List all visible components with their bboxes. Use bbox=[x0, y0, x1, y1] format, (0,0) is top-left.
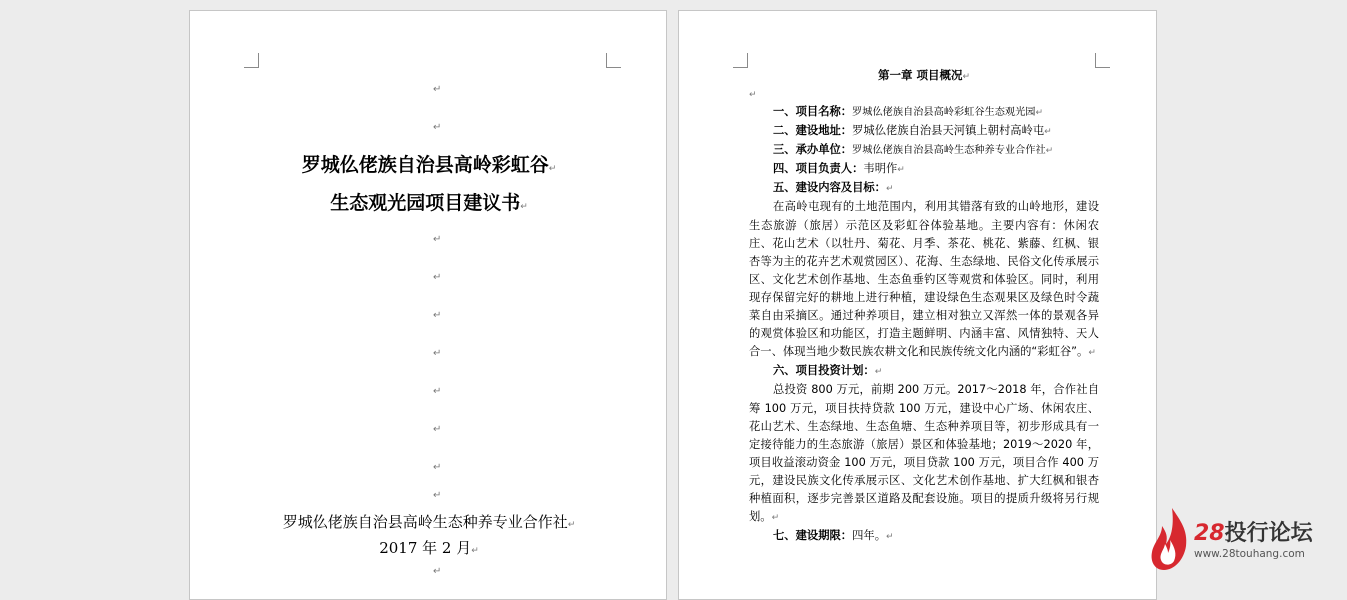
section6-paragraph: 总投资 800 万元，前期 200 万元。2017～2018 年，合作社自筹 100 万元，项目扶持贷款 100 万元，建设中心广场、休闲农庄、花山艺术、生态绿地、生态鱼塘、生态种养项目等，初步形成具有一定接待能力的生态旅游（旅居）景区和体验基地；2019～2020 年，项目收益滚动资金 100 万元，项目贷款 100 万元，项目合作 400 万元，建设民族文化传承展示区、文化艺术创作基地、扩大红枫和银杏种植面积，逐步完善景区道路及配套设施。项目的提质升级将另行规划。↵ bbox=[749, 383, 1099, 524]
section5-paragraph: 在高岭屯现有的土地范围内，利用其错落有致的山岭地形，建设生态旅游（旅居）示范区及彩虹谷体验基地。主要内容有：休闲农庄、花山艺术（以牡丹、菊花、月季、茶花、桃花、紫藤、红枫、银杏等为主的花卉艺术观赏园区）、花海、生态绿地、民俗文化传承展示区、文化艺术创作基地、生态鱼垂钓区等观赏和体验区。同时，利用现存保留完好的耕地上进行种植，建设绿色生态观果区及绿色时令蔬菜自由采摘区。通过种养项目，建立相对独立又浑然一体的景观各异的观赏体验区和功能区，打造主题鲜明、内涵丰富、风情独特、天人合一、体现当地少数民族农耕文化和民族传统文化内涵的“彩虹谷”。↵ bbox=[749, 200, 1099, 359]
logo-text: 28投行论坛 bbox=[1194, 521, 1313, 546]
item-leader: 四、项目负责人：韦明作↵ bbox=[773, 162, 905, 176]
paragraph-mark: ↵ bbox=[433, 386, 442, 397]
crop-mark-top-left bbox=[244, 53, 259, 68]
flame-icon bbox=[1150, 506, 1190, 572]
chapter-title: 第一章 项目概况↵ bbox=[877, 68, 971, 82]
empty-paragraph: ↵ bbox=[749, 90, 757, 100]
cover-date: 2017 年 2 月↵ bbox=[379, 539, 479, 557]
paragraph-mark: ↵ bbox=[433, 348, 442, 359]
cover-title-line-2: 生态观光园项目建议书↵ bbox=[330, 192, 528, 214]
section7-heading: 七、建设期限：四年。↵ bbox=[773, 529, 894, 543]
paragraph-mark: ↵ bbox=[433, 234, 442, 245]
paragraph-mark: ↵ bbox=[433, 424, 442, 435]
document-body bbox=[749, 65, 1099, 546]
cover-page bbox=[189, 10, 667, 600]
chapter-page bbox=[678, 10, 1157, 600]
item-project-name: 一、项目名称：罗城仫佬族自治县高岭彩虹谷生态观光园↵ bbox=[773, 105, 1044, 118]
cover-organization: 罗城仫佬族自治县高岭生态种养专业合作社↵ bbox=[282, 513, 576, 531]
paragraph-mark: ↵ bbox=[433, 122, 442, 133]
cover-title-line-1: 罗城仫佬族自治县高岭彩虹谷↵ bbox=[301, 154, 557, 176]
logo-url: www.28touhang.com bbox=[1194, 548, 1305, 560]
paragraph-mark: ↵ bbox=[433, 490, 442, 501]
item-organizer: 三、承办单位：罗城仫佬族自治县高岭生态种养专业合作社↵ bbox=[773, 143, 1054, 157]
crop-mark-top-left bbox=[733, 53, 748, 68]
crop-mark-top-right bbox=[606, 53, 621, 68]
paragraph-mark: ↵ bbox=[433, 462, 442, 473]
item-address: 二、建设地址：罗城仫佬族自治县天河镇上朝村高岭屯↵ bbox=[773, 124, 1052, 138]
section6-heading: 六、项目投资计划：↵ bbox=[773, 364, 883, 378]
paragraph-mark: ↵ bbox=[433, 310, 442, 321]
forum-watermark-logo bbox=[1150, 506, 1340, 576]
item-content-goals: 五、建设内容及目标：↵ bbox=[773, 181, 894, 195]
paragraph-mark: ↵ bbox=[433, 566, 442, 577]
paragraph-mark: ↵ bbox=[433, 84, 442, 95]
paragraph-mark: ↵ bbox=[433, 272, 442, 283]
